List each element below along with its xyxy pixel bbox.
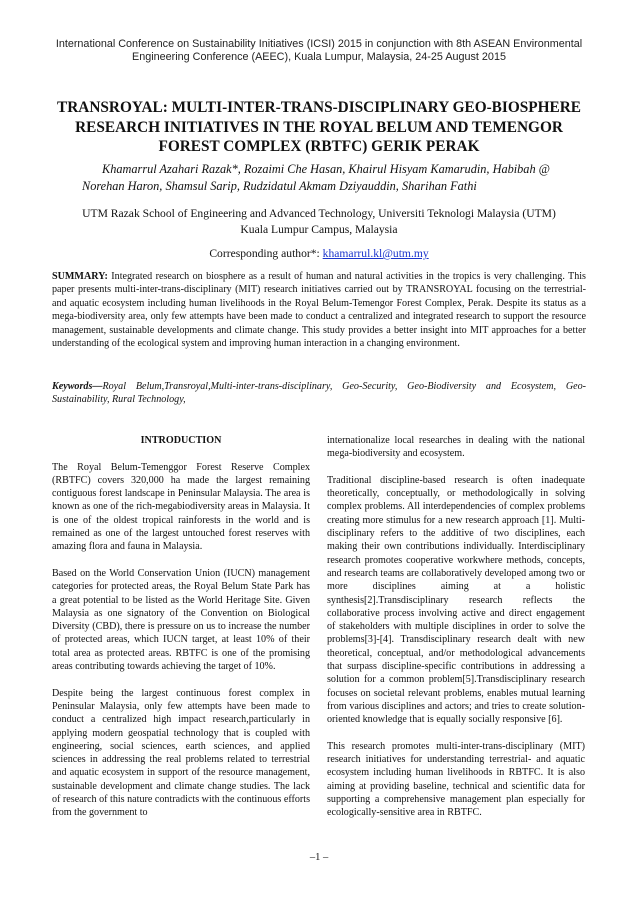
corresponding-author-label: Corresponding author*: [209,247,320,260]
summary-label: SUMMARY: [52,271,108,282]
author-list: Khamarrul Azahari Razak*, Rozaimi Che Hasan, Khairul Hisyam Kamarudin, Habibah @ Norehan Haron, Shamsul Sarip, Rudzidatul Akmam Dziyauddin, Sharihan Fathi [82,162,550,193]
summary-paragraph [52,270,586,350]
paper-title-line-2: RESEARCH INITIATIVES IN THE ROYAL BELUM AND TEMENGOR [75,118,563,136]
affiliation [54,206,584,237]
paper-title [50,98,588,157]
conference-header-line-2: Engineering Conference (AEEC), Kuala Lumpur, Malaysia, 24-25 August 2015 [132,50,506,63]
affiliation-line-2: Kuala Lumpur Campus, Malaysia [240,222,398,236]
conference-header-line-1: International Conference on Sustainability Initiatives (ICSI) 2015 in conjunction with 8th ASEAN Environmental [55,38,583,50]
corresponding-author [54,246,584,261]
intro-paragraph-5: This research promotes multi-inter-trans-disciplinary (MIT) research initiatives for understanding terrestrial- and aquatic ecosystem including human livelihoods in RBTFC. It is also aiming at providing baseline, technical and scientific data for supporting a comprehensive management plan especially for ecologically-sensitive area in RBTFC. [327,740,585,819]
keywords-label: Keywords [52,381,93,392]
keywords-paragraph [52,380,586,407]
paper-title-line-3: FOREST COMPLEX (RBTFC) GERIK PERAK [158,138,480,155]
left-column [52,434,310,833]
intro-paragraph-2: Based on the World Conservation Union (IUCN) management categories for protected areas, the Royal Belum State Park has a great potential to be listed as the World Heritage Site. Given Malaysia as one signatory of the Convention on Biological Diversity (CBD), there is pressure on us to increase the number of protected areas, which IUCN target, at least 10% of their total area as protected areas. RBTFC is one of the promising areas contributing towards achieving the target of 10%. [52,567,310,673]
page-number: –1 – [309,852,329,863]
keywords-text: Royal Belum,Transroyal,Multi-inter-trans-disciplinary, Geo-Security, Geo-Biodiversity and Ecosystem, Geo-Sustainability, Rural Technology, [52,381,586,406]
intro-paragraph-1: The Royal Belum-Temenggor Forest Reserve Complex (RBTFC) covers 320,000 ha made the largest remaining contiguous forest landscape in Peninsular Malaysia. The area is known as one of the rich-megabiodiversity areas in Malaysia. It is one of the oldest tropical rainforests in the world and is remained as one of the largest untouched forest reserves with amazing flora and fauna in Malaysia. [52,461,310,553]
summary-text: Integrated research on biosphere as a result of human and natural activities in the tropics is very challenging. This paper presents multi-inter-trans-disciplinary (MIT) research initiatives carried out by TRANSROYAL focusing on the terrestrial- and aquatic ecosystem including human livelihoods in the Royal Belum-Temengor Forest Complex, Perak. Despite its status as a mega-biodiversity area, only few attempts have been made to conduct a centralized and integrated research to support the resource management, sustainable developments and climate change. This study provides a better insight into MIT approaches for a better understanding of the ecological system and improving human interaction in a changing environment. [52,271,586,350]
intro-paragraph-3: Despite being the largest continuous forest complex in Peninsular Malaysia, only few attempts have been made to conduct a centralized high impact research,particularly in applying modern geospatial technology that is coupled with engineering, social sciences, earth sciences, and applied sciences in addressing the real problems related to terrestrial and aquatic ecosystem in support of the resource management, sustainable development and climate change studies. The lack of research of this nature contradicts with the continuous efforts from the government to [52,687,310,819]
affiliation-line-1: UTM Razak School of Engineering and Advanced Technology, Universiti Teknologi Malaysia (UTM) [82,207,556,220]
keywords-dash: — [92,381,103,392]
intro-paragraph-4: Traditional discipline-based research is often inadequate theoretically, conceptually, or methodologically in solving complex problems. All interdependencies of complex problems creating more stimulus for a new research approach [1]. Multi-disciplinary refers to the additive of two disciplines, each making their own contributions individually. Interdisciplinary research promotes cooperative workwhere methods, concepts, and research teams are collaboratively developed among two or more disciplines aiming at a holistic synthesis[2].Transdisciplinary research reflects the collaborative process involving active and direct engagement of stakeholders with multiple disciplines in order to solve the problems[3]-[4]. Transdisciplinary research dealt with new theoretical, conceptual, and/or methodological advancements that surpass discipline-specific contributions in addressing a solution for a common problem[5].Transdisciplinary research focuses on societal relevant problems, enables mutual learning from various disciplines and actors; and tries to create solution-oriented knowledge that is equally socially responsive [6]. [327,474,585,726]
corresponding-author-email-link[interactable]: khamarrul.kl@utm.my [322,247,429,260]
paper-title-line-1: TRANSROYAL: MULTI-INTER-TRANS-DISCIPLINARY GEO-BIOSPHERE [57,99,581,116]
section-heading-introduction: INTRODUCTION [140,435,222,446]
intro-paragraph-3-continued: internationalize local researches in dealing with the national mega-biodiversity and ecosystem. [327,435,585,460]
conference-header [44,38,594,63]
right-column [327,434,585,833]
